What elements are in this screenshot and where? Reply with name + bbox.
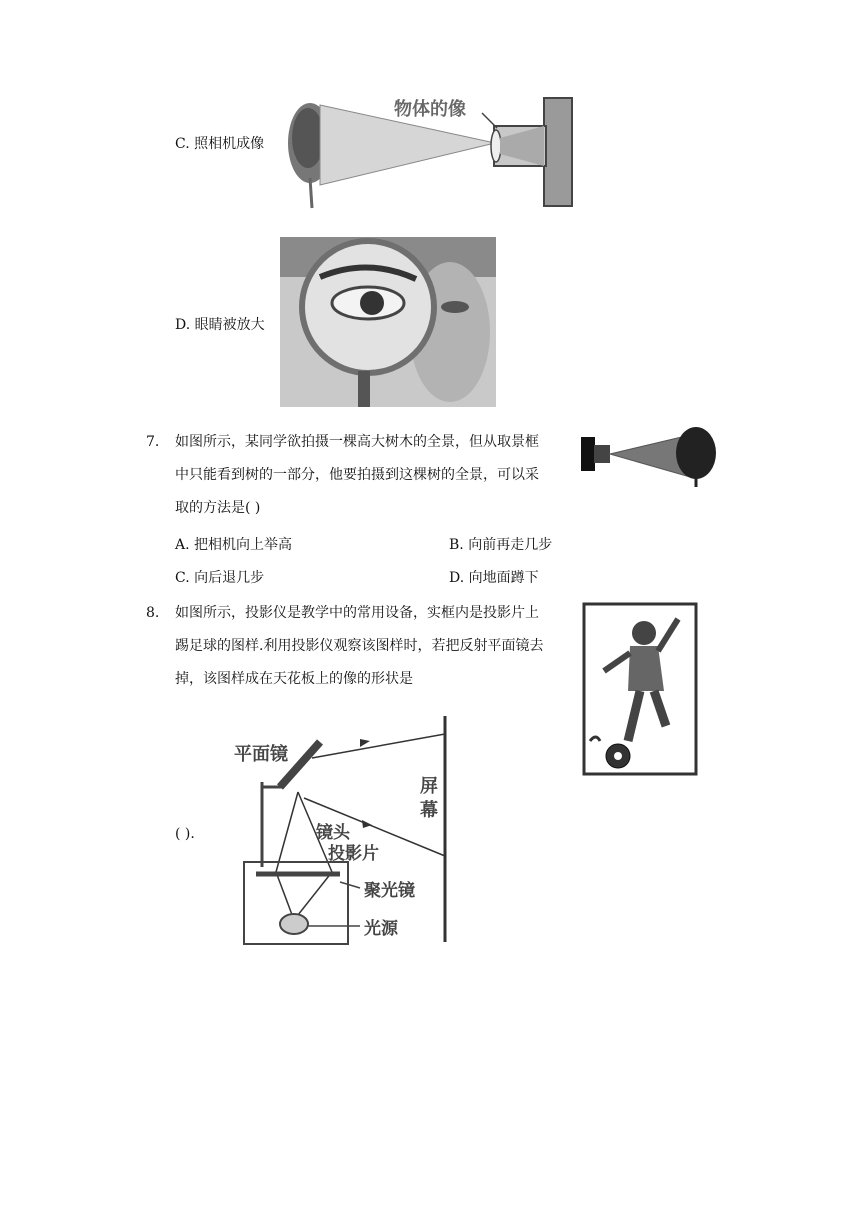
q7-option-a: A. 把相机向上举高 (175, 537, 293, 553)
soccer-slide-figure (582, 601, 700, 777)
projector-diagram (232, 712, 454, 948)
q8-answer-blank: ( ). (175, 826, 195, 842)
option-c: C. 照相机成像 (175, 136, 265, 152)
screen-label-1: 屏 (420, 776, 438, 797)
mirror-label: 平面镜 (234, 744, 288, 765)
q8-number: 8. (146, 605, 160, 621)
camera-image-label: 物体的像 (394, 99, 466, 120)
camera-imaging-figure (282, 93, 577, 213)
condenser-label: 聚光镜 (364, 881, 415, 901)
screen-label-2: 幕 (420, 800, 438, 821)
q8-line-1: 如图所示，投影仪是教学中的常用设备，实框内是投影片上 (175, 605, 539, 621)
slide-label: 投影片 (328, 844, 379, 864)
light-source-label: 光源 (364, 919, 398, 939)
q7-option-b: B. 向前再走几步 (449, 537, 553, 553)
q7-line-1: 如图所示，某同学欲拍摄一棵高大树木的全景，但从取景框 (175, 434, 539, 450)
lens-label: 镜头 (316, 823, 350, 843)
q7-line-3: 取的方法是( ) (175, 500, 261, 516)
q7-line-2: 中只能看到树的一部分，他要拍摄到这棵树的全景，可以采 (175, 467, 539, 483)
q7-option-d: D. 向地面蹲下 (449, 570, 539, 586)
camera-tree-figure (578, 425, 720, 487)
option-d: D. 眼睛被放大 (175, 317, 265, 333)
q8-line-2: 踢足球的图样.利用投影仪观察该图样时，若把反射平面镜去 (175, 638, 544, 654)
q7-option-c: C. 向后退几步 (175, 570, 265, 586)
magnifier-eye-photo (280, 237, 496, 407)
q8-line-3: 掉，该图样成在天花板上的像的形状是 (175, 671, 413, 687)
q7-number: 7. (146, 434, 160, 450)
